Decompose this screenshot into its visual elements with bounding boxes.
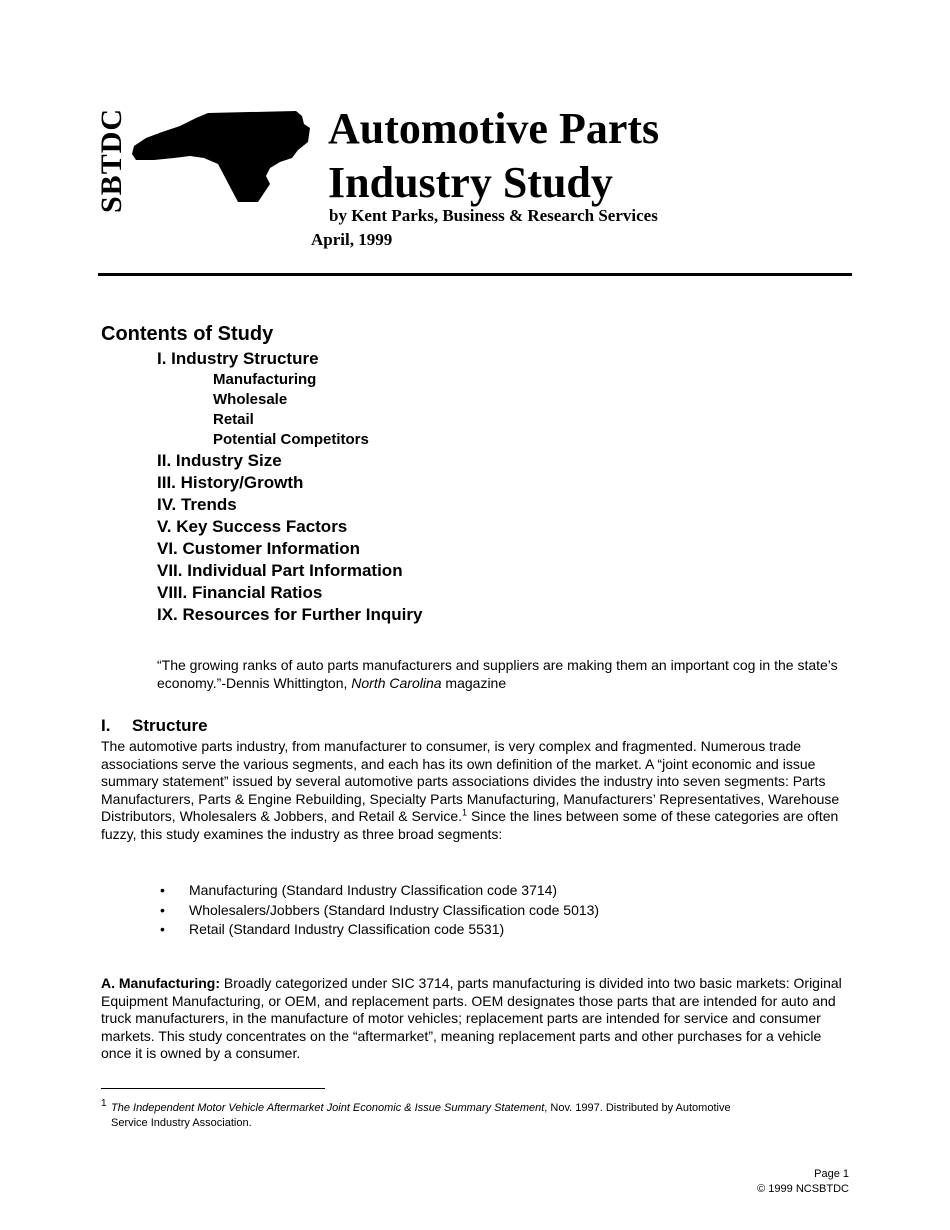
- document-title: [328, 102, 659, 210]
- bullet-icon: •: [160, 882, 165, 898]
- toc-item-trends: IV. Trends: [157, 495, 237, 514]
- structure-text: The automotive parts industry, from manufacturer to consumer, is very complex and fragmented. Numerous trade associations serve the various segments, and each has its own definition of the market. A “joint economic and issue summary statement” issued by several automotive parts associations divides the industry into seven segments: Parts Manufacturers, Parts & Engine Rebuilding, Specialty Parts Manufacturing, Manufacturers’ Representatives, Warehouse Distributors, Wholesalers & Jobbers, and Retail & Service.: [101, 738, 840, 824]
- segment-label: Manufacturing (Standard Industry Classification code 3714): [189, 882, 558, 898]
- page-number: Page 1: [814, 1168, 849, 1180]
- toc-subsection-group: [157, 370, 422, 450]
- structure-paragraph: [101, 738, 853, 843]
- footnote-text: , Nov. 1997. Distributed by Automotive: [544, 1102, 731, 1114]
- footnote-divider: [101, 1088, 325, 1089]
- north-carolina-map-logo: [130, 110, 310, 202]
- table-of-contents: [157, 348, 422, 626]
- toc-item-industry-structure: I. Industry Structure: [157, 349, 319, 368]
- toc-subitem-retail: Retail: [213, 411, 254, 428]
- toc-item-history-growth: III. History/Growth: [157, 473, 304, 492]
- quote-suffix: magazine: [441, 674, 507, 691]
- list-item: [160, 901, 599, 921]
- footnote-title: The Independent Motor Vehicle Aftermarket Joint Economic & Issue Summary Statement: [111, 1102, 545, 1114]
- toc-item-financial-ratios: VIII. Financial Ratios: [157, 583, 323, 602]
- toc-item-customer-information: VI. Customer Information: [157, 539, 361, 558]
- section-heading-structure: [101, 716, 208, 736]
- bullet-icon: •: [160, 921, 165, 937]
- segment-label: Retail (Standard Industry Classification code 5531): [189, 921, 505, 937]
- publication-date: April, 1999: [311, 230, 393, 249]
- section-title: Structure: [132, 716, 208, 735]
- title-line-2: Industry Study: [328, 158, 613, 207]
- manufacturing-paragraph: [101, 975, 853, 1063]
- toc-sublist: [157, 370, 422, 450]
- title-line-1: Automotive Parts: [328, 104, 660, 153]
- sbtdc-logo-text: SBTDC: [95, 107, 128, 213]
- segment-label: Wholesalers/Jobbers (Standard Industry Classification code 5013): [189, 901, 600, 918]
- list-item: [160, 881, 599, 901]
- manufacturing-label: A. Manufacturing:: [101, 975, 220, 991]
- toc-item-resources: IX. Resources for Further Inquiry: [157, 605, 423, 624]
- toc-subitem-wholesale: Wholesale: [213, 391, 288, 408]
- quote-text: “The growing ranks of auto parts manufacturers and suppliers are making them an important cog in the state’s economy.”-Dennis Whittington,: [157, 657, 838, 691]
- author-byline: by Kent Parks, Business & Research Services: [329, 206, 658, 225]
- bullet-icon: •: [160, 901, 165, 918]
- manufacturing-text: Broadly categorized under SIC 3714, parts manufacturing is divided into two basic markets: Original Equipment Manufacturing, or OEM, and replacement parts. OEM designates those parts that are intended for auto and truck manufacturers, in the manufacture of motor vehicles; replacement parts are intended for service and consumer markets. This study concentrates on the “aftermarket”, meaning replacement parts and other purchases for a vehicle once it is owned by a consumer.: [101, 975, 842, 1061]
- header-divider: [98, 273, 852, 276]
- list-item: [160, 920, 599, 940]
- footnote-text-continued: Service Industry Association.: [111, 1117, 252, 1129]
- copyright-notice: © 1999 NCSBTDC: [757, 1183, 849, 1195]
- footnote: [101, 1096, 841, 1131]
- segment-list: [160, 881, 599, 940]
- structure-text-continued: Since the lines between some of these categories are often fuzzy, this study examines the industry as three broad segments:: [101, 808, 839, 842]
- contents-heading: Contents of Study: [101, 323, 274, 345]
- toc-item-key-success-factors: V. Key Success Factors: [157, 517, 348, 536]
- toc-subitem-manufacturing: Manufacturing: [213, 371, 317, 388]
- toc-item-industry-size: II. Industry Size: [157, 451, 282, 470]
- toc-subitem-potential-competitors: Potential Competitors: [213, 431, 369, 448]
- footnote-reference: 1: [462, 807, 468, 818]
- toc-item-individual-part-information: VII. Individual Part Information: [157, 561, 403, 580]
- industry-quote: [157, 657, 857, 692]
- quote-source: North Carolina: [351, 674, 442, 691]
- section-number: I.: [101, 716, 111, 735]
- footnote-number: 1: [101, 1098, 107, 1109]
